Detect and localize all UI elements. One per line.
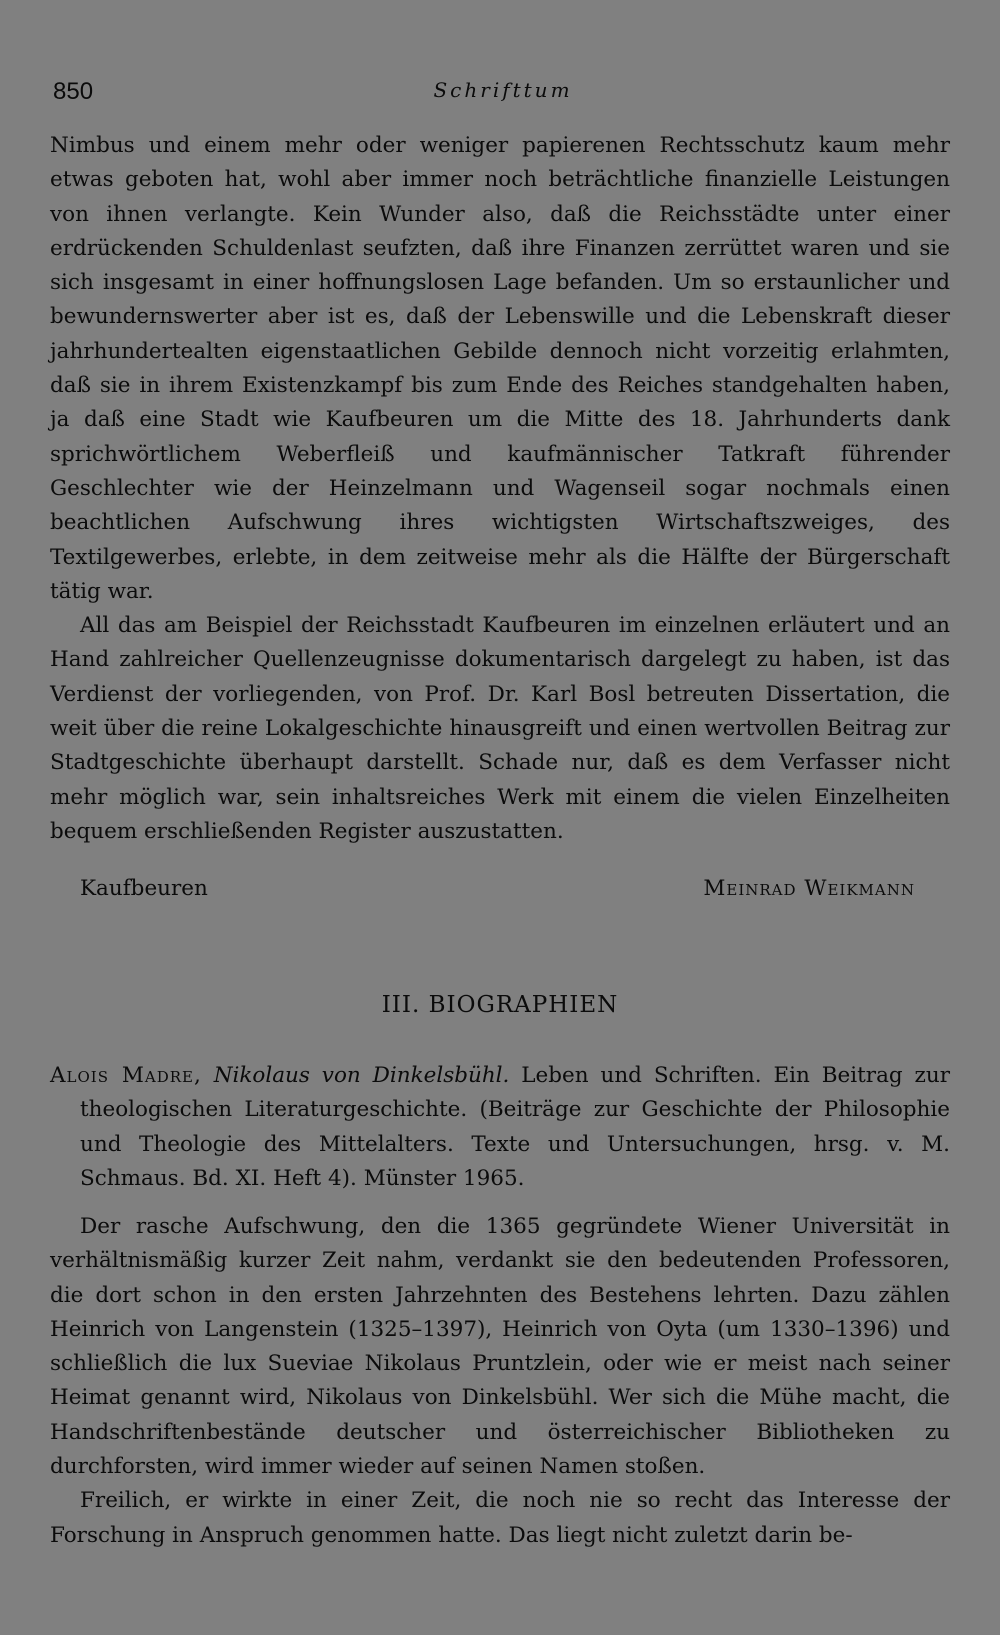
paragraph: Freilich, er wirkte in einer Zeit, die noch nie so recht das Interesse der Forschung in Anspruch genommen hatte. Das liegt nicht zuletzt darin be-	[50, 1488, 950, 1548]
page-number: 850	[53, 78, 94, 105]
paragraph: Nimbus und einem mehr oder weniger papierenen Rechtsschutz kaum mehr etwas geboten hat, wohl aber immer noch beträchtliche finanzielle Leistungen von ihnen verlangte. Kein Wunder also, daß die Reichsstädte unter einer erdrückenden Schuldenlast seufzten, daß ihre Finanzen zerrüttet waren und sie sich insgesamt in einer hoffnungslosen Lage befanden. Um so erstaunlicher und bewundernswerter aber ist es, daß der Lebenswille und die Lebenskraft dieser jahrhundertealten eigenstaatlichen Gebilde dennoch nicht vorzeitig erlahmten, daß sie in ihrem Existenzkampf bis zum Ende des Reiches standgehalten haben, ja daß eine Stadt wie Kaufbeuren um die Mitte des 18. Jahrhunderts dank sprichwörtlichem Weberfleiß und kaufmännischer Tatkraft führender Geschlechter wie der Heinzelmann und Wagenseil sogar nochmals einen beachtlichen Aufschwung ihres wichtigsten Wirtschaftszweiges, des Textilgewerbes, erlebte, in dem zeitweise mehr als die Hälfte der Bürgerschaft tätig war.	[50, 133, 950, 604]
running-head: Schrifttum	[433, 78, 573, 102]
book-author: Alois Madre,	[50, 1063, 202, 1088]
review-place: Kaufbeuren	[80, 876, 208, 901]
book-title: Nikolaus von Dinkelsbühl.	[213, 1063, 510, 1088]
paragraph: All das am Beispiel der Reichsstadt Kaufbeuren im einzelnen erläutert und an Hand zahlreicher Quellenzeugnisse dokumentarisch dargelegt zu haben, ist das Verdienst der vorliegenden, von Prof. Dr. Karl Bosl betreuten Dissertation, die weit über die reine Lokalgeschichte hinausgreift und einen wertvollen Beitrag zur Stadtgeschichte überhaupt darstellt. Schade nur, daß es dem Verfasser nicht mehr möglich war, sein inhaltsreiches Werk mit einem die vielen Einzelheiten bequem erschließenden Register auszustatten.	[50, 613, 950, 844]
review-text-2	[50, 1210, 950, 1553]
reviewer-name: Meinrad Weikmann	[703, 876, 915, 901]
review-text-1	[50, 129, 950, 849]
book-details: Leben und Schriften. Ein Beitrag zur theologischen Literaturgeschichte. (Beiträge zur Geschichte der Philosophie und Theologie des Mittelalters. Texte und Untersuchungen, hrsg. v. M. Schmaus. Bd. XI. Heft 4). Münster 1965.	[80, 1063, 950, 1191]
section-heading: III. BIOGRAPHIEN	[381, 992, 619, 1018]
paragraph: Der rasche Aufschwung, den die 1365 gegründete Wiener Universität in verhältnismäßig kurzer Zeit nahm, verdankt sie den bedeutenden Professoren, die dort schon in den ersten Jahrzehnten des Bestehens lehrten. Dazu zählen Heinrich von Langenstein (1325–1397), Heinrich von Oyta (um 1330–1396) und schließlich die lux Sueviae Nikolaus Pruntzlein, oder wie er meist nach seiner Heimat genannt wird, Nikolaus von Dinkelsbühl. Wer sich die Mühe macht, die Handschriftenbestände deutscher und österreichischer Bibliotheken zu durchforsten, wird immer wieder auf seinen Namen stoßen.	[50, 1214, 950, 1480]
bibliographic-entry	[50, 1059, 950, 1196]
page-header	[53, 78, 953, 110]
citation	[50, 1059, 950, 1196]
review-signature	[80, 876, 915, 901]
